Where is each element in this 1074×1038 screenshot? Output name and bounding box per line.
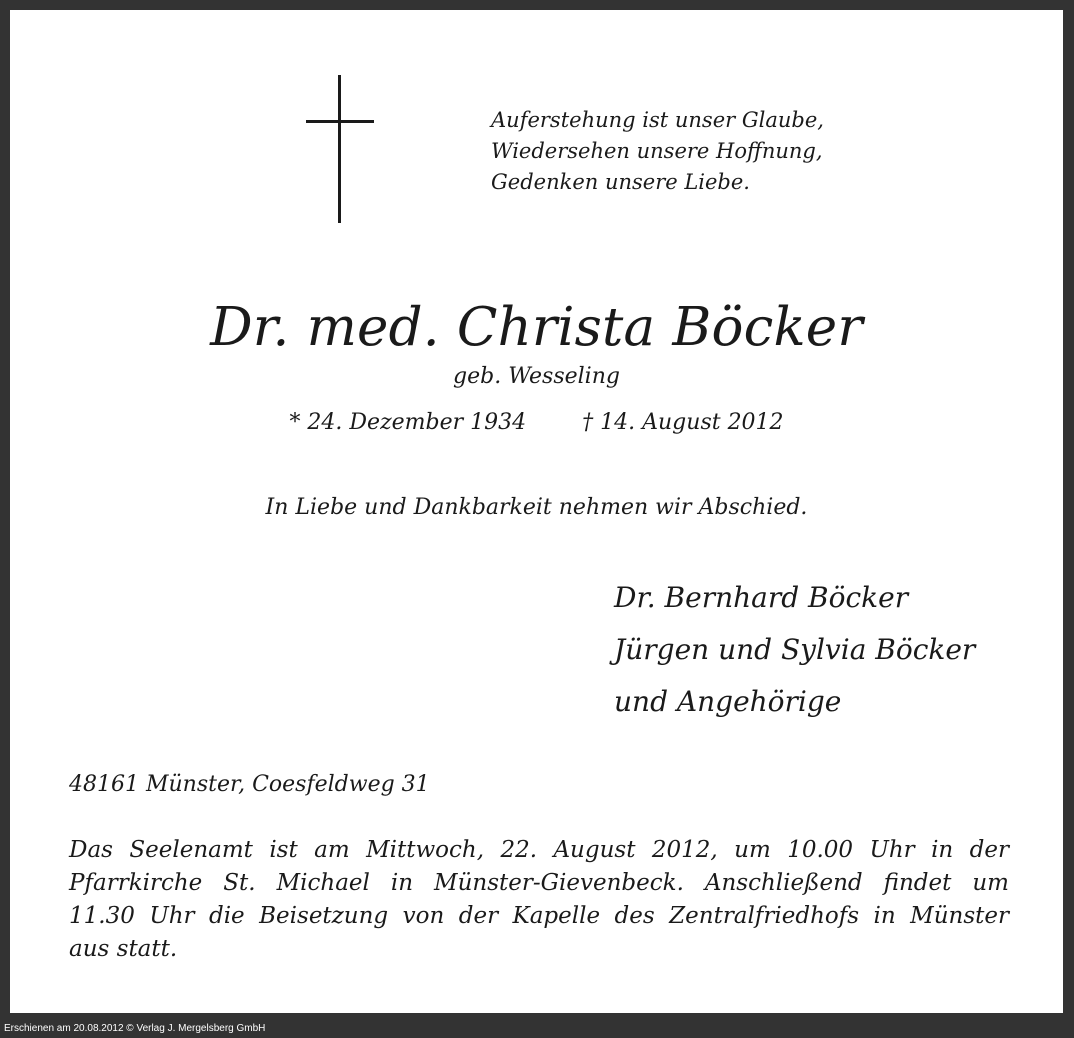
cross-horizontal-bar	[306, 120, 374, 123]
obituary-notice	[10, 10, 1063, 1013]
birth-date: * 24. Dezember 1934	[289, 410, 527, 435]
cross-vertical-bar	[338, 75, 341, 223]
maiden-name: geb. Wesseling	[453, 364, 620, 389]
service-info	[69, 834, 1009, 966]
farewell-text: In Liebe und Dankbarkeit nehmen wir Abschied.	[265, 495, 808, 520]
mourner-2: Jürgen und Sylvia Böcker	[614, 633, 976, 666]
address: 48161 Münster, Coesfeldweg 31	[69, 772, 430, 797]
service-line-2: Pfarrkirche St. Michael in Münster-Gievenbeck. Anschließend findet um	[69, 870, 1009, 896]
mourner-1: Dr. Bernhard Böcker	[614, 581, 909, 614]
service-line-4: aus statt.	[69, 936, 178, 962]
service-line-3: 11.30 Uhr die Beisetzung von der Kapelle des Zentralfriedhofs in Münster	[69, 903, 1009, 929]
cross-icon	[306, 75, 374, 223]
publication-footer: Erschienen am 20.08.2012 © Verlag J. Mergelsberg GmbH	[4, 1023, 266, 1034]
mourner-3: und Angehörige	[614, 685, 842, 718]
death-date: † 14. August 2012	[582, 410, 784, 435]
deceased-name: Dr. med. Christa Böcker	[210, 297, 863, 358]
life-dates	[10, 408, 1063, 438]
verse-line-3: Gedenken unsere Liebe.	[491, 170, 750, 194]
verse-line-1: Auferstehung ist unser Glaube,	[491, 108, 824, 132]
verse-line-2: Wiedersehen unsere Hoffnung,	[491, 139, 823, 163]
service-line-1: Das Seelenamt ist am Mittwoch, 22. August 2012, um 10.00 Uhr in der	[69, 837, 1009, 863]
verse	[491, 105, 824, 198]
mourners-list	[614, 572, 975, 728]
